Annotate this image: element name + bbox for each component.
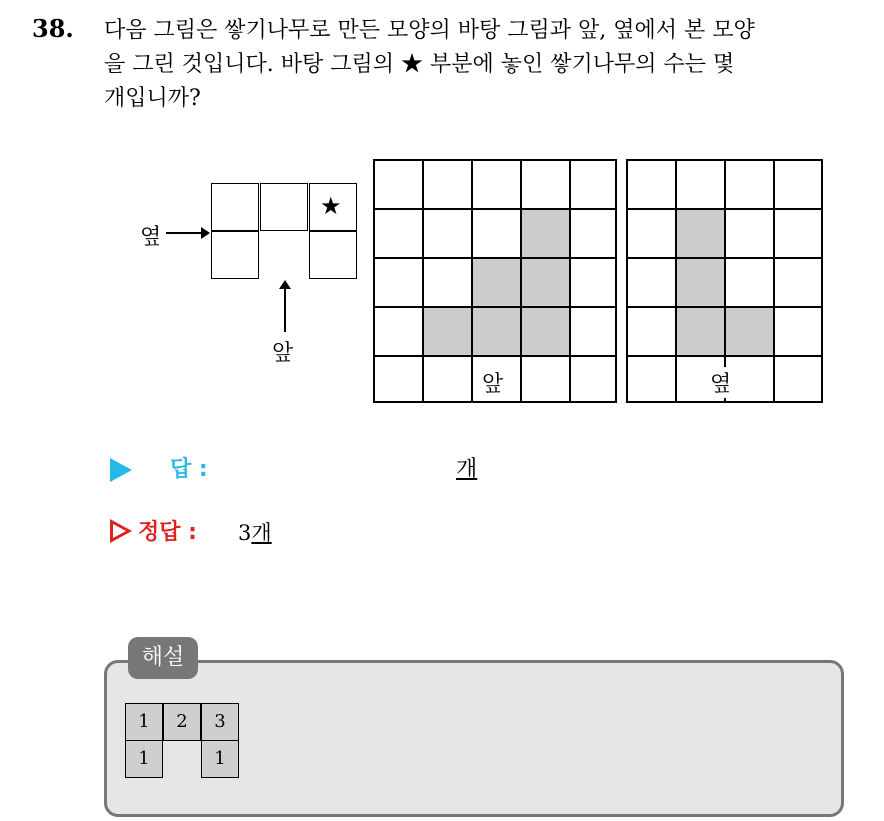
arrow-right-icon [166,232,208,234]
correct-label: 정답 : [138,520,197,545]
question-line-1: 다음 그림은 쌓기나무로 만든 모양의 바탕 그림과 앞, 옆에서 본 모양 [104,18,755,43]
question-text [104,14,874,116]
question-line-2: 을 그린 것입니다. 바탕 그림의 ★ 부분에 놓인 쌓기나무의 수는 몇 [104,52,735,77]
answer-label: 답 : [170,457,208,482]
correct-triangle-icon [110,519,132,543]
shaded-cell [423,307,570,356]
star-icon: ★ [320,192,342,220]
side-direction-label: 옆 [140,225,162,250]
solution-cell: 3 [201,703,239,741]
correct-unit: 개 [251,521,272,545]
shaded-cell [521,209,570,258]
question-number: 38. [32,14,74,43]
solution-cell: 1 [201,740,239,778]
front-view-grid [373,159,617,403]
side-view-label: 옆 [706,367,735,398]
solution-cell: 1 [125,703,163,741]
base-cell-star [309,183,357,231]
correct-value: 3 [238,521,252,545]
side-view-grid [626,159,823,403]
base-cell [211,231,259,279]
answer-unit[interactable]: 개 [456,457,478,482]
correct-answer [238,517,272,547]
base-cell [260,183,308,231]
question-line-3: 개입니까? [104,86,201,111]
base-plan-grid [211,183,359,283]
solution-cell: 1 [125,740,163,778]
answer-triangle-icon [110,458,132,482]
solution-cell: 2 [163,703,201,741]
front-direction-label: 앞 [272,341,294,366]
arrow-up-icon [284,284,286,332]
solution-tab: 해설 [128,637,198,679]
base-cell [211,183,259,231]
front-view-label: 앞 [478,367,507,398]
base-cell [309,231,357,279]
